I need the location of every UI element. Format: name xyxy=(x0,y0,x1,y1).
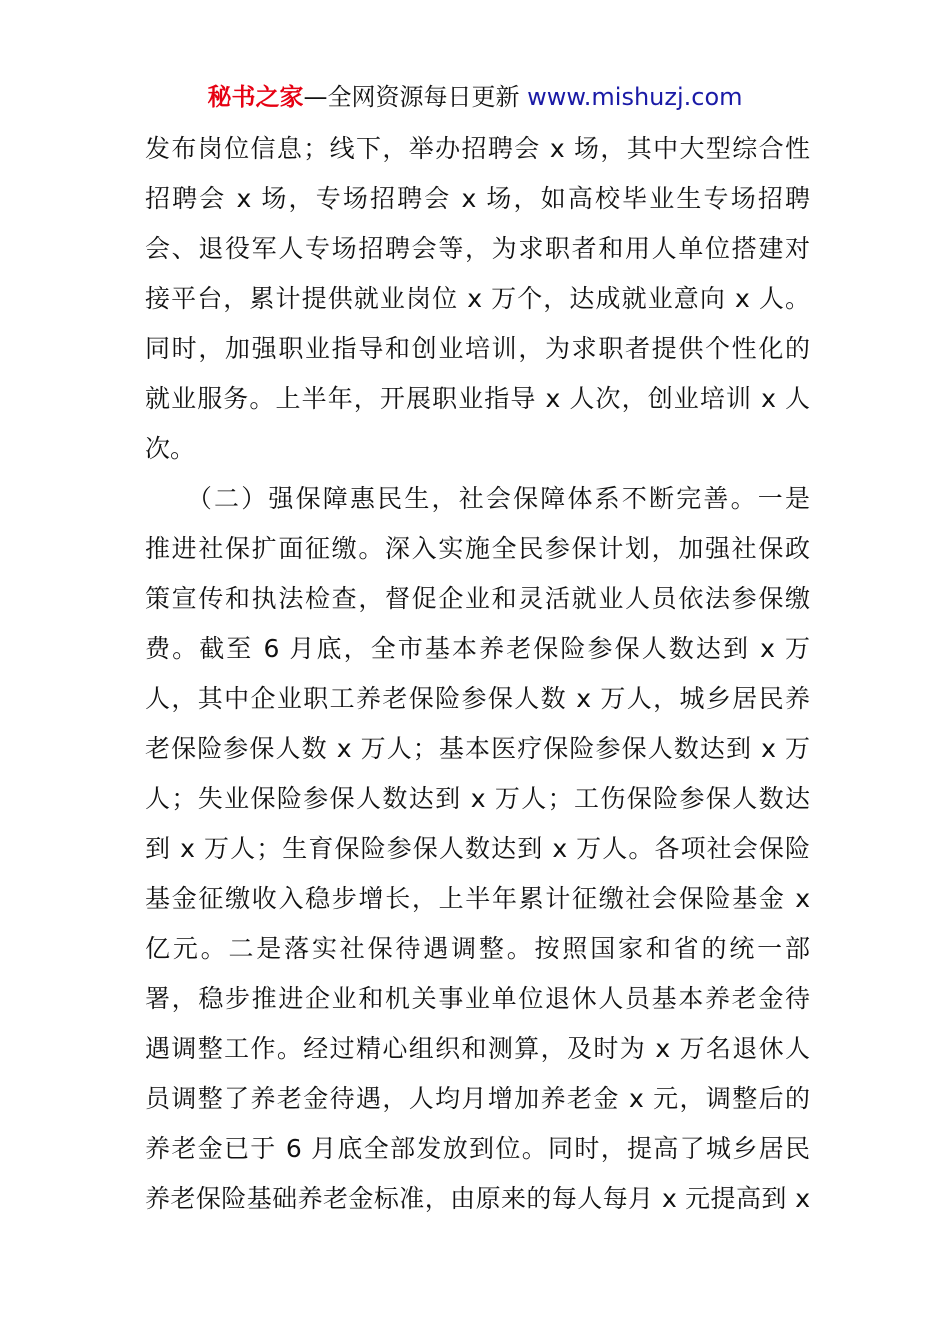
text-line: 人，其中企业职工养老保险参保人数 x 万人，城乡居民养 xyxy=(145,684,810,713)
text-line: 策宣传和执法检查，督促企业和灵活就业人员依法参保缴 xyxy=(145,584,810,613)
brand-name: 秘书之家 xyxy=(207,83,304,111)
text-line: 养老保险基础养老金标准，由原来的每人每月 x 元提高到 x xyxy=(145,1184,810,1213)
text-line: 养老金已于 6 月底全部发放到位。同时，提高了城乡居民 xyxy=(145,1134,810,1163)
text-line: 招聘会 x 场，专场招聘会 x 场，如高校毕业生专场招聘 xyxy=(145,184,810,213)
text-line: 人；失业保险参保人数达到 x 万人；工伤保险参保人数达 xyxy=(145,784,810,813)
text-line: 接平台，累计提供就业岗位 x 万个，达成就业意向 x 人。 xyxy=(145,284,810,313)
text-line: 遇调整工作。经过精心组织和测算，及时为 x 万名退休人 xyxy=(145,1034,810,1063)
text-line: 老保险参保人数 x 万人；基本医疗保险参保人数达到 x 万 xyxy=(145,734,810,763)
site-url[interactable]: www.mishuzj.com xyxy=(527,83,743,111)
document-body xyxy=(145,124,810,1224)
text-line: （二）强保障惠民生，社会保障体系不断完善。一是 xyxy=(145,484,810,513)
page-header xyxy=(0,80,950,114)
text-line: 亿元。二是落实社保待遇调整。按照国家和省的统一部 xyxy=(145,934,810,963)
text-line: 同时，加强职业指导和创业培训，为求职者提供个性化的 xyxy=(145,334,810,363)
text-line: 到 x 万人；生育保险参保人数达到 x 万人。各项社会保险 xyxy=(145,834,810,863)
text-line: 基金征缴收入稳步增长，上半年累计征缴社会保险基金 x xyxy=(145,884,810,913)
text-line: 次。 xyxy=(145,434,196,463)
text-line: 会、退役军人专场招聘会等，为求职者和用人单位搭建对 xyxy=(145,234,810,263)
text-line: 费。截至 6 月底，全市基本养老保险参保人数达到 x 万 xyxy=(145,634,810,663)
text-line: 就业服务。上半年，开展职业指导 x 人次，创业培训 x 人 xyxy=(145,384,810,413)
text-line: 推进社保扩面征缴。深入实施全民参保计划，加强社保政 xyxy=(145,534,810,563)
text-line: 员调整了养老金待遇，人均月增加养老金 x 元，调整后的 xyxy=(145,1084,810,1113)
text-line: 署，稳步推进企业和机关事业单位退休人员基本养老金待 xyxy=(145,984,810,1013)
text-line: 发布岗位信息；线下，举办招聘会 x 场，其中大型综合性 xyxy=(145,134,810,163)
header-tagline: —全网资源每日更新 xyxy=(303,83,528,111)
